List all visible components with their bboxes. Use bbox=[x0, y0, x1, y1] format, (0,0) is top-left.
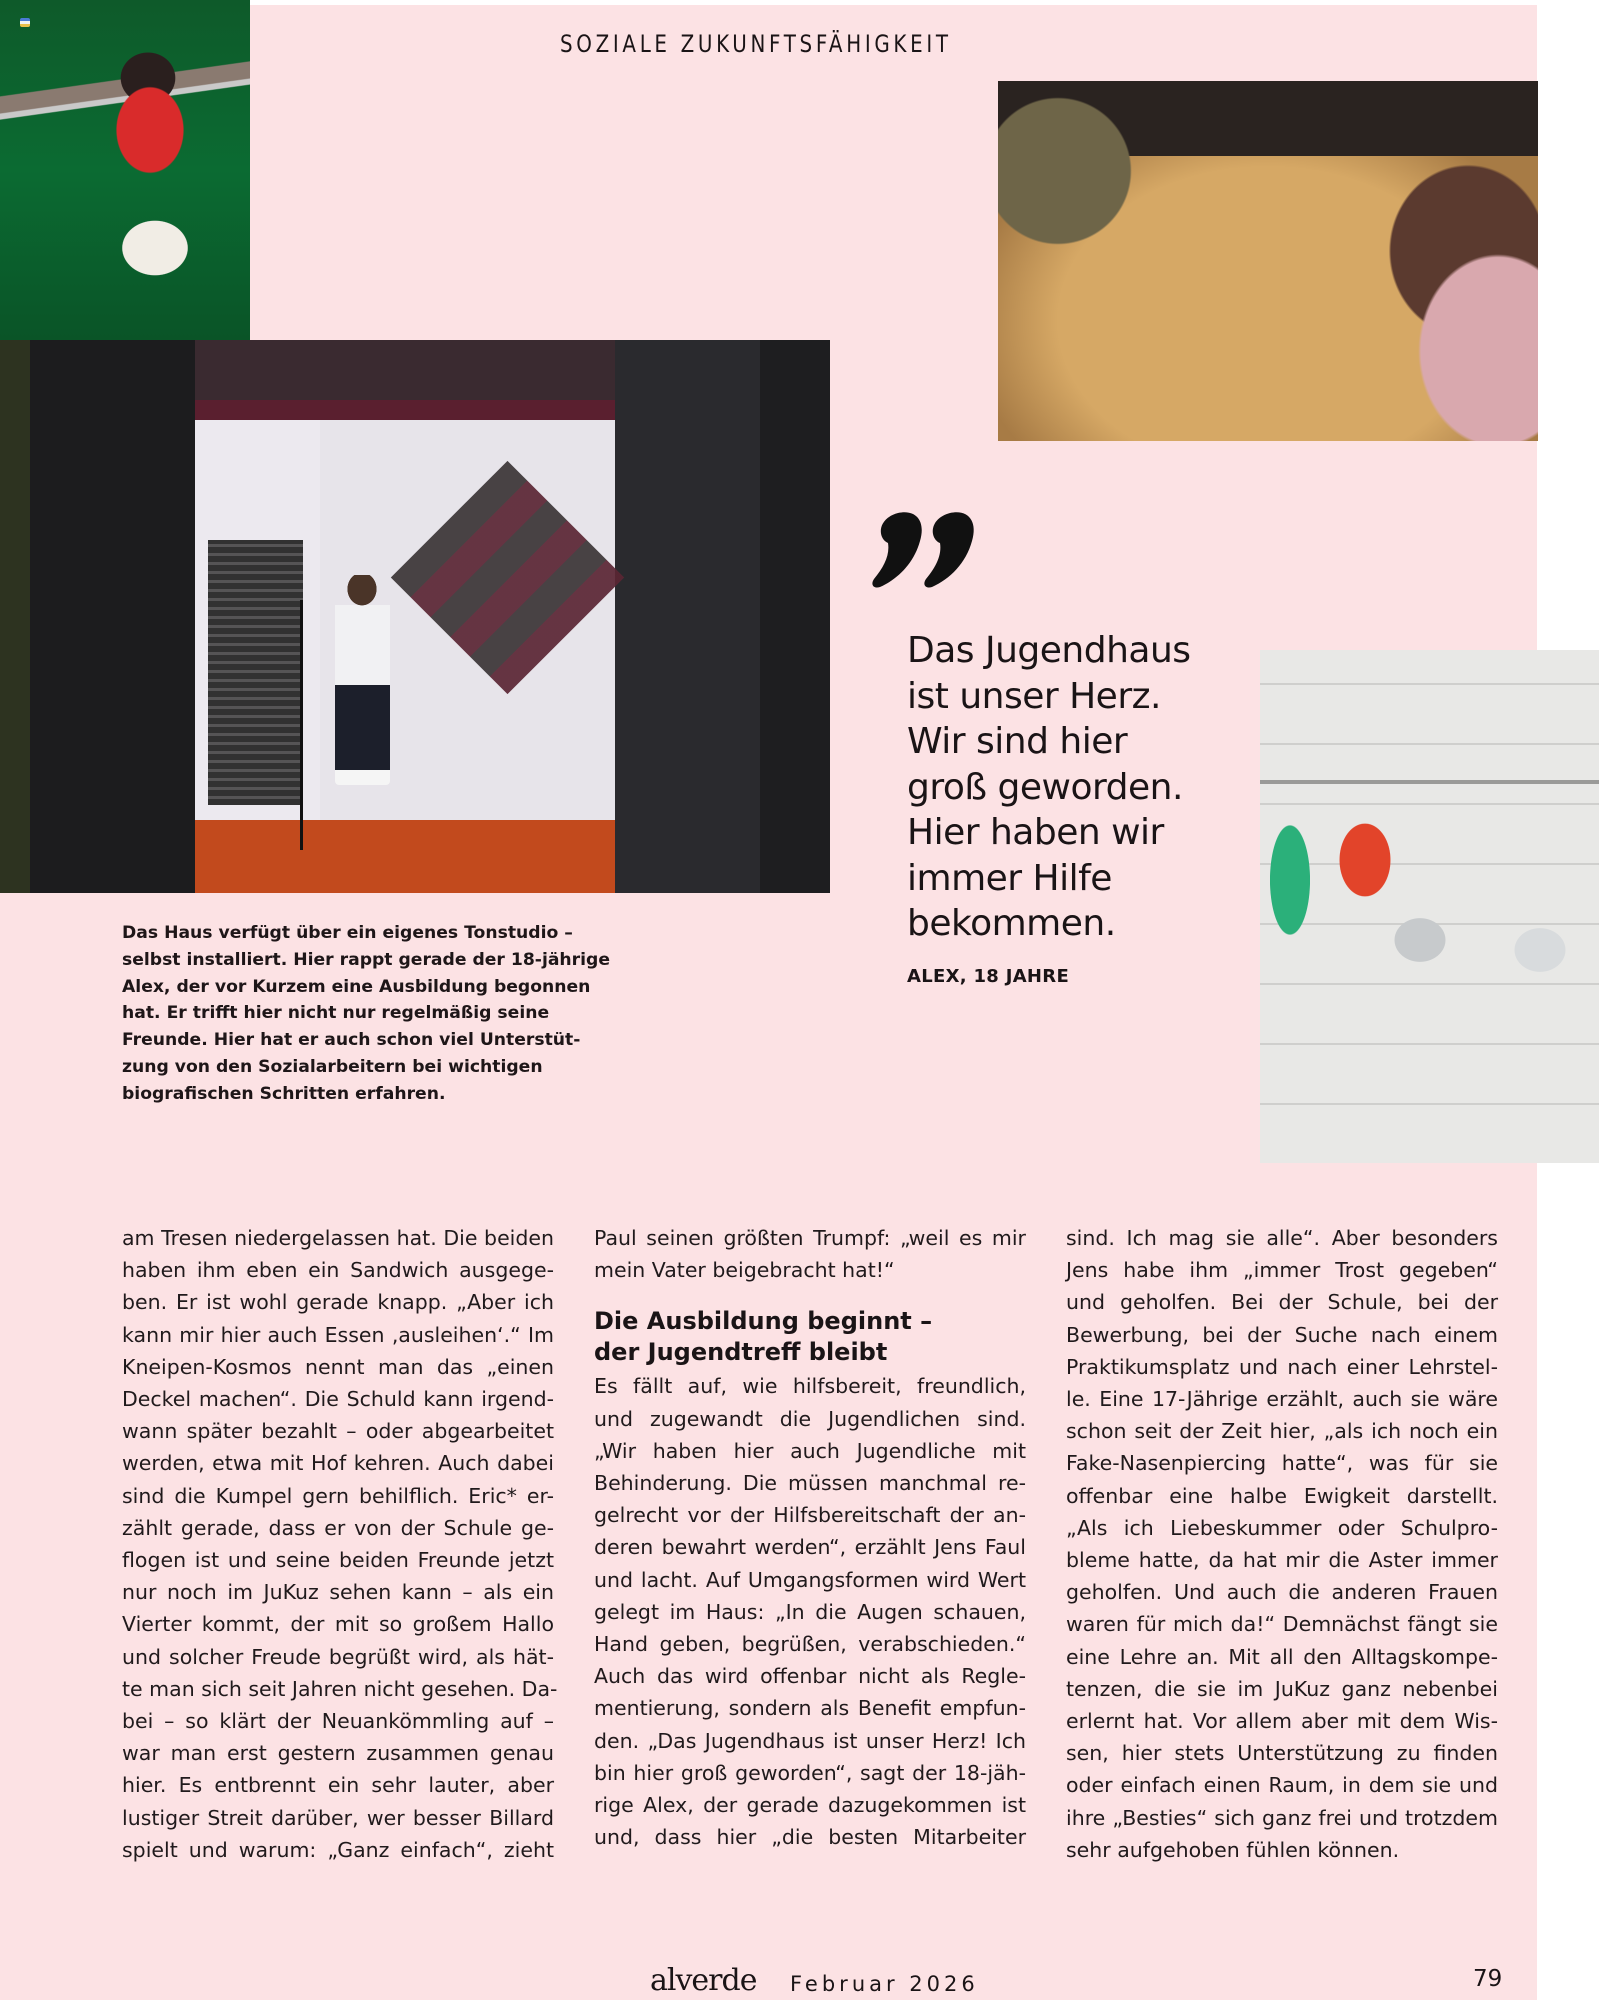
text-line: deren bewahrt werden“, erzählt Jens Faul bbox=[594, 1535, 1026, 1560]
quote-line: Das Jugendhaus bbox=[907, 630, 1191, 671]
caption-line: hat. Er trifft hier nicht nur regelmäßig seine bbox=[122, 1003, 550, 1024]
quote-line: Hier haben wir bbox=[907, 812, 1164, 853]
issue-date: Februar 2026 bbox=[790, 1972, 979, 1996]
text-line: „Als ich Liebeskummer oder Schulpro- bbox=[1066, 1515, 1498, 1540]
text-line: flogen ist und seine beiden Freunde jetzt bbox=[122, 1548, 554, 1573]
text-line: Jens habe ihm „immer Trost gegeben“ bbox=[1066, 1258, 1498, 1283]
text-line: gelegt im Haus: „In die Augen schauen, bbox=[594, 1599, 1026, 1624]
magazine-logo: alverde bbox=[650, 1963, 757, 1998]
text-line: Fake-Nasenpiercing hatte“, was für sie bbox=[1066, 1451, 1498, 1476]
text-line: und solcher Freude begrüßt wird, als hät- bbox=[122, 1644, 554, 1669]
text-line: bin hier groß geworden“, sagt der 18-jäh- bbox=[594, 1760, 1026, 1785]
text-line: Paul seinen größten Trumpf: „weil es mir bbox=[594, 1226, 1026, 1250]
quote-line: ist unser Herz. bbox=[907, 675, 1161, 717]
page-number: 79 bbox=[1473, 1966, 1503, 1992]
text-line: oder einfach einen Raum, in dem sie und bbox=[1066, 1773, 1498, 1798]
text-line: hier. Es entbrennt ein sehr lauter, aber bbox=[122, 1773, 554, 1798]
text-line: werden, etwa mit Hof kehren. Auch dabei bbox=[122, 1451, 554, 1476]
text-line: und, dass hier „die besten Mitarbeiter bbox=[594, 1825, 1026, 1850]
quote-line: bekommen. bbox=[907, 903, 1116, 944]
quote-line: Wir sind hier bbox=[907, 721, 1128, 762]
section-subheading bbox=[594, 1306, 1026, 1368]
text-line: mentierung, sondern als Benefit empfun- bbox=[594, 1696, 1026, 1721]
caption-line: biografischen Schritten erfahren. bbox=[122, 1083, 446, 1104]
caption-line: zung von den Sozialarbeitern bei wichtigen bbox=[122, 1056, 543, 1077]
text-line: ben. Er ist wohl gerade knapp. „Aber ich bbox=[122, 1290, 554, 1315]
pottery-workshop-photo bbox=[998, 81, 1538, 441]
text-line: Hand geben, begrüßen, verabschieden.“ bbox=[594, 1632, 1026, 1657]
text-line: Behinderung. Die müssen manchmal re- bbox=[594, 1471, 1026, 1496]
caption-line: selbst installiert. Hier rappt gerade der 18-jährige bbox=[122, 949, 610, 970]
kitchen-utensils-photo bbox=[1260, 650, 1599, 1163]
text-line: sehr aufgehoben fühlen können. bbox=[1066, 1837, 1400, 1862]
acoustic-grid-panel bbox=[208, 540, 303, 805]
text-line: haben ihm eben ein Sandwich ausgege- bbox=[122, 1258, 554, 1283]
text-line: te man sich seit Jahren nicht gesehen. Da- bbox=[122, 1676, 558, 1701]
text-line: den. „Das Jugendhaus ist unser Herz! Ich bbox=[594, 1728, 1026, 1753]
text-line: Praktikumsplatz und nach einer Lehrstel- bbox=[1066, 1354, 1498, 1379]
text-line: geholfen. Und auch die anderen Frauen bbox=[1066, 1580, 1498, 1605]
text-line: tenzen, die sie im JuKuz ganz nebenbei bbox=[1066, 1676, 1498, 1701]
article-column-3 bbox=[1066, 1222, 1498, 1866]
text-line: Auch das wird offenbar nicht als Regle- bbox=[594, 1664, 1026, 1689]
text-line: „Wir haben hier auch Jugendliche mit bbox=[594, 1438, 1026, 1463]
text-line: zählt gerade, dass er von der Schule ge- bbox=[122, 1515, 554, 1540]
rapper-figure bbox=[335, 575, 390, 785]
microphone-stand bbox=[300, 600, 303, 850]
text-line: sen, hier stets Unterstützung zu finden bbox=[1066, 1741, 1498, 1766]
text-line: schon seit der Zeit hier, „als ich noch ein bbox=[1066, 1419, 1498, 1444]
text-line: lustiger Streit darüber, wer besser Billard bbox=[122, 1805, 554, 1830]
text-line: am Tresen niedergelassen hat. Die beiden bbox=[122, 1226, 554, 1250]
text-line: Deckel machen“. Die Schuld kann irgend- bbox=[122, 1387, 554, 1412]
text-line: rige Alex, der gerade dazugekommen ist bbox=[594, 1793, 1026, 1818]
caption-line: Das Haus verfügt über ein eigenes Tonstudio – bbox=[122, 923, 573, 943]
text-line: mein Vater beigebracht hat!“ bbox=[594, 1258, 895, 1283]
quote-line: immer Hilfe bbox=[907, 857, 1112, 899]
text-line: eine Lehre an. Mit all den Alltagskompe- bbox=[1066, 1644, 1498, 1669]
quote-author: ALEX, 18 JAHRE bbox=[907, 966, 1070, 987]
text-line: Es fällt auf, wie hilfsbereit, freundlich, bbox=[594, 1374, 1026, 1399]
text-line: bei – so klärt der Neuankömmling auf – bbox=[122, 1709, 554, 1734]
text-line: kann mir hier auch Essen ‚ausleihen‘.“ Im bbox=[122, 1322, 554, 1347]
text-line: le. Eine 17-Jährige erzählt, auch sie wäre bbox=[1066, 1387, 1498, 1412]
pull-quote bbox=[907, 628, 1237, 947]
text-line: nur noch im JuKuz sehen kann – als ein bbox=[122, 1580, 554, 1605]
text-line: Kneipen-Kosmos nennt man das „einen bbox=[122, 1354, 554, 1379]
recording-studio-photo bbox=[0, 340, 830, 893]
article-column-2 bbox=[594, 1222, 1026, 1853]
text-line: Bewerbung, bei der Suche nach einem bbox=[1066, 1322, 1498, 1347]
subheading-line: Die Ausbildung beginnt – bbox=[594, 1307, 933, 1336]
text-line: sind die Kumpel gern behilflich. Eric* er- bbox=[122, 1483, 554, 1508]
text-line: erlernt hat. Vor allem aber mit dem Wis- bbox=[1066, 1709, 1498, 1734]
article-column-1 bbox=[122, 1222, 558, 1866]
text-line: bleme hatte, da hat mir die Aster immer bbox=[1066, 1548, 1498, 1573]
photo-caption bbox=[122, 920, 610, 1108]
caption-line: Freunde. Hier hat er auch schon viel Unterstüt- bbox=[122, 1030, 581, 1051]
acoustic-foam-panel bbox=[391, 461, 624, 694]
quotation-mark-icon bbox=[868, 505, 978, 615]
text-line: und zugewandt die Jugendlichen sind. bbox=[594, 1406, 1026, 1431]
text-line: waren für mich da!“ Demnächst fängt sie bbox=[1066, 1612, 1498, 1637]
text-line: Vierter kommt, der mit so großem Hallo bbox=[122, 1612, 554, 1637]
text-line: und geholfen. Bei der Schule, bei der bbox=[1066, 1290, 1498, 1315]
caption-line: Alex, der vor Kurzem eine Ausbildung begonnen bbox=[122, 976, 591, 997]
text-line: gelrecht vor der Hilfsbereitschaft der an- bbox=[594, 1503, 1026, 1528]
foosball-figure-photo bbox=[0, 0, 250, 340]
text-line: sind. Ich mag sie alle“. Aber besonders bbox=[1066, 1226, 1498, 1250]
text-line: spielt und warum: „Ganz einfach“, zieht bbox=[122, 1837, 554, 1862]
text-line: und lacht. Auf Umgangsformen wird Wert bbox=[594, 1567, 1026, 1592]
text-line: ihre „Besties“ sich ganz frei und trotzdem bbox=[1066, 1805, 1498, 1830]
section-title: SOZIALE ZUKUNFTSFÄHIGKEIT bbox=[560, 30, 952, 58]
quote-line: groß geworden. bbox=[907, 766, 1183, 808]
text-line: war man erst gestern zusammen genau bbox=[122, 1741, 554, 1766]
subheading-line: der Jugendtreff bleibt bbox=[594, 1338, 888, 1367]
flag-icon bbox=[20, 18, 30, 27]
text-line: offenbar eine halbe Ewigkeit darstellt. bbox=[1066, 1483, 1498, 1508]
text-line: wann später bezahlt – oder abgearbeitet bbox=[122, 1419, 554, 1444]
